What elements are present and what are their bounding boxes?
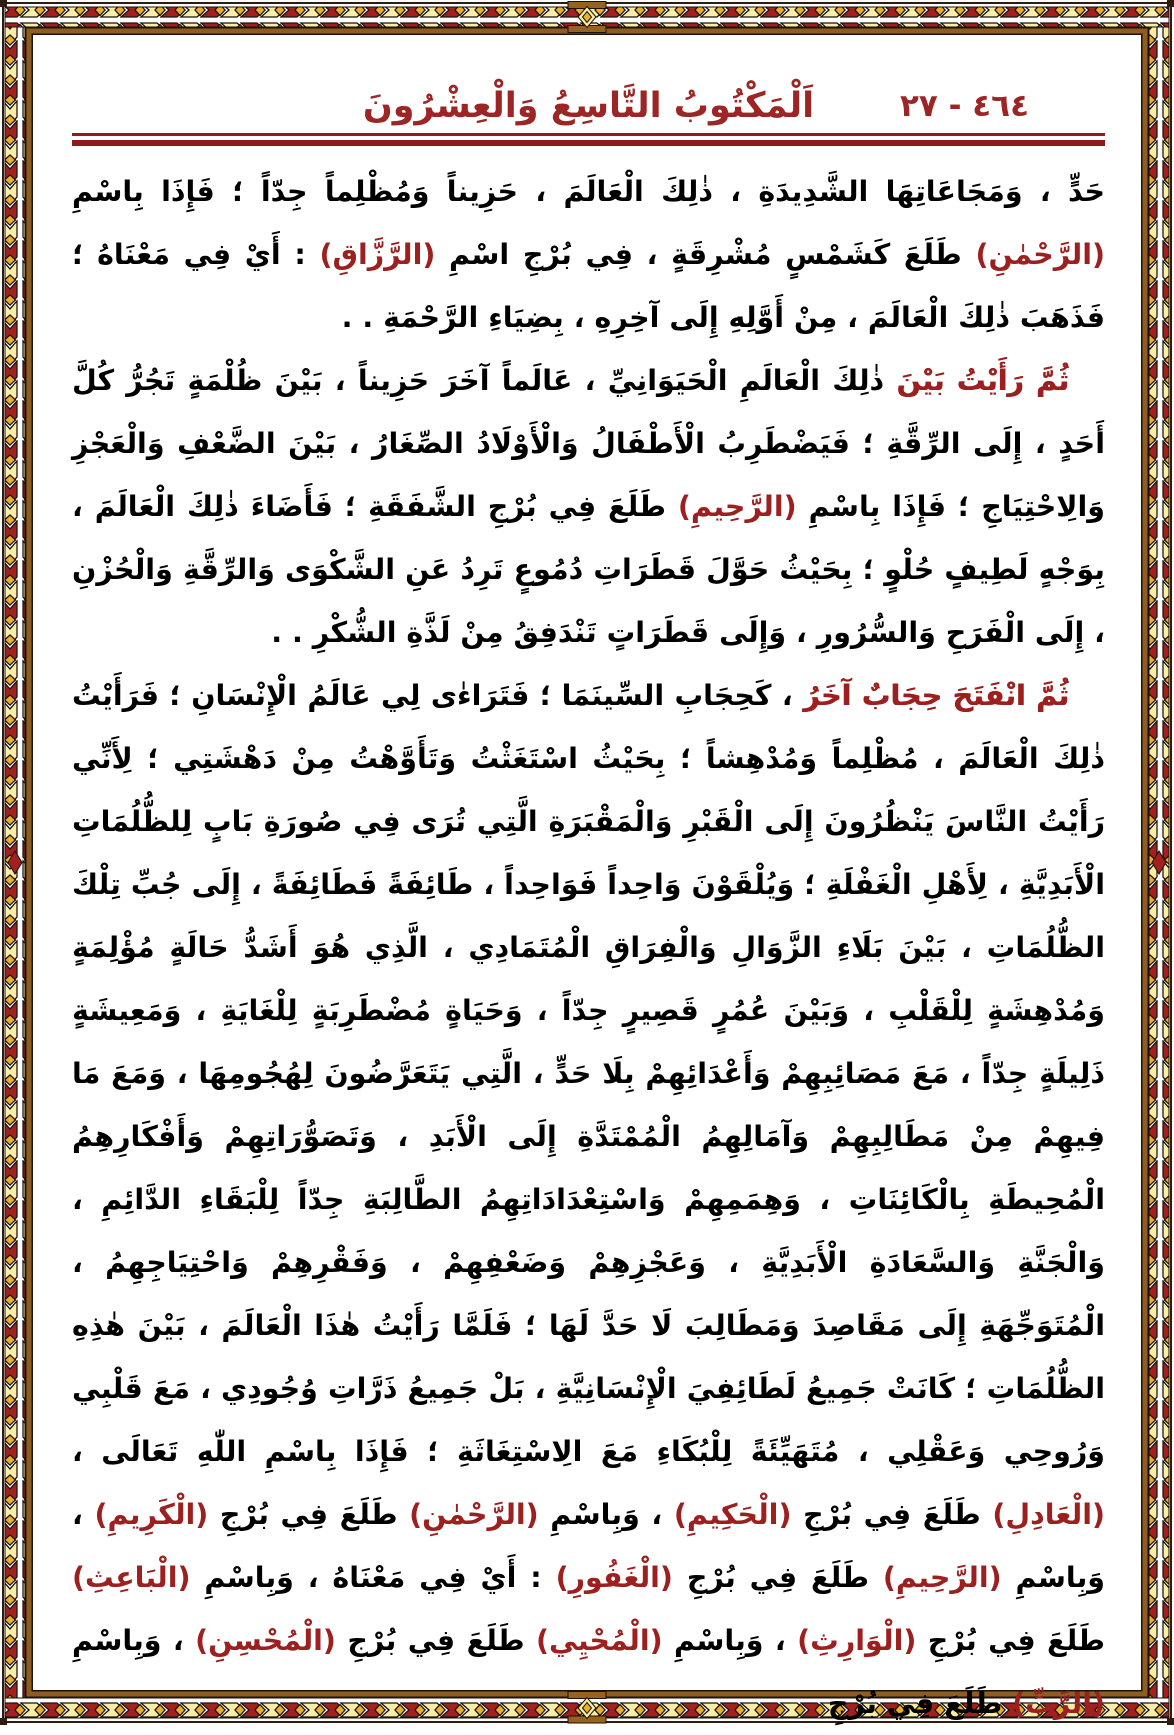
paragraph-2 [72,349,1105,664]
text-segment-normal: طَلَعَ كَشَمْسٍ مُشْرِقَةٍ ، فِي بُرْجِ اسْمِ [435,238,976,271]
text-segment-normal: طَلَعَ فِي بُرْجِ [916,1624,1105,1657]
text-segment-normal: ، وَبِاسْمِ [662,1624,798,1657]
text-segment-normal: طَلَعَ فِي بُرْجِ [208,1498,410,1531]
text-segment-normal: طَلَعَ فِي بُرْجِ [672,1561,883,1594]
text-segment-red: (الْوَارِثِ) [797,1624,917,1657]
text-segment-red: (الرَّحِيمِ) [677,490,797,523]
text-segment-normal: : أَيْ فِي مَعْنَاهُ ، وَبِاسْمِ [190,1561,556,1594]
double-rule [72,133,1105,146]
paragraph-1 [72,160,1105,349]
text-segment-normal: ، وَبِاسْمِ [72,1624,196,1657]
paragraph-3 [72,664,1105,1735]
text-segment-red: (الْعَادِلِ) [992,1498,1105,1531]
text-segment-red: (الرَّحِيمِ) [882,1561,1002,1594]
text-segment-red: (الرَّزَّاقِ) [319,238,436,271]
page-header [72,42,1105,126]
text-segment-red-bold: ثُمَّ رَأَيْتُ بَيْنَ [896,364,1069,397]
text-segment-normal: طَلَعَ فِي بُرْجِ [335,1624,536,1657]
body-text [72,160,1106,1720]
text-segment-normal: ذٰلِكَ الْعَالَمِ الْحَيَوَانِيِّ ، عَالَماً آخَرَ حَزِيناً ، بَيْنَ ظُلْمَةٍ تَجُرُّ كُلَّ أَحَدٍ ، إِلَى الرِّقَّةِ ؛ فَيَضْطَرِبُ الْأَطْفَالُ وَالْأَوْلَادُ الصِّغَارُ ، بَيْنَ الضَّعْفِ وَالْعَجْزِ وَالِاحْتِيَاجِ ؛ فَإِذَا بِاسْمِ [72,364,1105,523]
text-segment-normal: ، وَبِاسْمِ [538,1498,674,1531]
text-segment-red: (الْحَكِيمِ) [673,1498,792,1531]
text-segment-red: (الرَّحْمٰنِ) [975,238,1105,271]
text-segment-normal: طَلَعَ فِي بُرْجِ [791,1498,993,1531]
text-segment-red: (الرَّحْمٰنِ) [409,1498,539,1531]
page-content [72,42,1106,1720]
text-segment-red: (الْمُحْيِي) [535,1624,663,1657]
text-segment-normal: طَلَعَ فِي بُرْجِ الشَّفَقَةِ ؛ فَأَضَاءَ ذٰلِكَ الْعَالَمَ ، بِوَجْهٍ لَطِيفٍ حُلْوٍ ؛ بِحَيْثُ حَوَّلَ قَطَرَاتِ دُمُوعٍ تَرِدُ عَنِ الشَّكْوَى وَالرِّقَّةِ وَالْحُزْنِ ، إِلَى الْفَرَحِ وَالسُّرُورِ ، وَإِلَى قَطَرَاتٍ تَنْدَفِقُ مِنْ لَذَّةِ الشُّكْرِ . . [72,490,1105,649]
text-segment-red: (الرَّبِّ) [1012,1687,1105,1720]
page-number: ٤٦٤ - ٢٧ [899,88,1029,124]
chapter-title: اَلْمَكْتُوبُ التَّاسِعُ وَالْعِشْرُونَ [362,86,815,126]
text-segment-normal: : أَيْ فِي مَعْنَاهُ ؛ فَذَهَبَ ذٰلِكَ الْعَالَمَ ، مِنْ أَوَّلِهِ إِلَى آخِرِهِ ، بِضِيَاءِ الرَّحْمَةِ . . [72,238,1105,334]
text-segment-red-bold: ثُمَّ انْفَتَحَ حِجَابٌ آخَرُ [803,679,1070,712]
text-segment-red: (الْغَفُورِ) [555,1561,673,1594]
text-segment-red: (الْبَاعِثِ) [72,1561,191,1594]
text-segment-red: (الْكَرِيمِ) [94,1498,209,1531]
text-segment-red: (الْمُحْسِنِ) [195,1624,336,1657]
text-segment-normal: طَلَعَ فِي بُرْجِ [827,1687,1013,1720]
text-segment-normal: ، وَبِاسْمِ [72,1498,1106,1594]
text-segment-normal: ، كَحِجَابِ السِّينَمَا ؛ فَتَرَاءٰى لِي عَالَمُ الْإِنْسَانِ ؛ فَرَأَيْتُ ذٰلِكَ الْعَالَمَ ، مُظْلِماً وَمُدْهِشاً ؛ بِحَيْثُ اسْتَغَثْتُ وَتَأَوَّهْتُ مِنْ دَهْشَتِي ؛ لِأَنِّي رَأَيْتُ النَّاسَ يَنْظُرُونَ إِلَى الْقَبْرِ وَالْمَقْبَرَةِ الَّتِي تُرَى فِي صُورَةِ بَابٍ لِلظُّلُمَاتِ الْأَبَدِيَّةِ ، لِأَهْلِ الْغَفْلَةِ ؛ وَيُلْقَوْنَ وَاحِداً فَوَاحِداً ، طَائِفَةً فَطَائِفَةً ، إِلَى جُبِّ تِلْكَ الظُّلُمَاتِ ، بَيْنَ بَلَاءِ الزَّوَالِ وَالْفِرَاقِ الْمُتَمَادِي ، الَّذِي هُوَ أَشَدُّ حَالَةٍ مُؤْلِمَةٍ وَمُدْهِشَةٍ لِلْقَلْبِ ، وَبَيْنَ عُمُرٍ قَصِيرٍ جِدّاً ، وَحَيَاةٍ مُضْطَرِبَةٍ لِلْغَايَةِ ، وَمَعِيشَةٍ ذَلِيلَةٍ جِدّاً ، مَعَ مَصَائِبِهِمْ وَأَعْدَائِهِمْ بِلَا حَدٍّ ، الَّتِي يَتَعَرَّضُونَ لِهُجُومِهَا ، وَمَعَ مَا فِيهِمْ مِنْ مَطَالِبِهِمْ وَآمَالِهِمُ الْمُمْتَدَّةِ إِلَى الْأَبَدِ ، وَتَصَوُّرَاتِهِمْ وَأَفْكَارِهِمُ الْمُحِيطَةِ بِالْكَائِنَاتِ ، وَهِمَمِهِمْ وَاسْتِعْدَادَاتِهِمُ الطَّالِبَةِ جِدّاً لِلْبَقَاءِ الدَّائِمِ ، وَالْجَنَّةِ وَالسَّعَادَةِ الْأَبَدِيَّةِ ، وَعَجْزِهِمْ وَضَعْفِهِمْ ، وَفَقْرِهِمْ وَاحْتِيَاجِهِمُ ، الْمُتَوَجِّهَةِ إِلَى مَقَاصِدَ وَمَطَالِبَ لَا حَدَّ لَهَا ؛ فَلَمَّا رَأَيْتُ هٰذَا الْعَالَمَ ، بَيْنَ هٰذِهِ الظُّلُمَاتِ ؛ كَانَتْ جَمِيعُ لَطَائِفِيَ الْإِنْسَانِيَّةِ ، بَلْ جَمِيعُ ذَرَّاتِ وُجُودِي ، مَعَ قَلْبِي وَرُوحِي وَعَقْلِي ، مُتَهَيِّئَةً لِلْبُكَاءِ مَعَ الِاسْتِغَاثَةِ ؛ فَإِذَا بِاسْمِ اللّٰهِ تَعَالَى ، [72,679,1105,1468]
text-segment-normal: حَدٍّ ، وَمَجَاعَاتِهَا الشَّدِيدَةِ ، ذٰلِكَ الْعَالَمَ ، حَزِيناً وَمُظْلِماً جِدّاً ؛ فَإِذَا بِاسْمِ [72,175,1105,208]
